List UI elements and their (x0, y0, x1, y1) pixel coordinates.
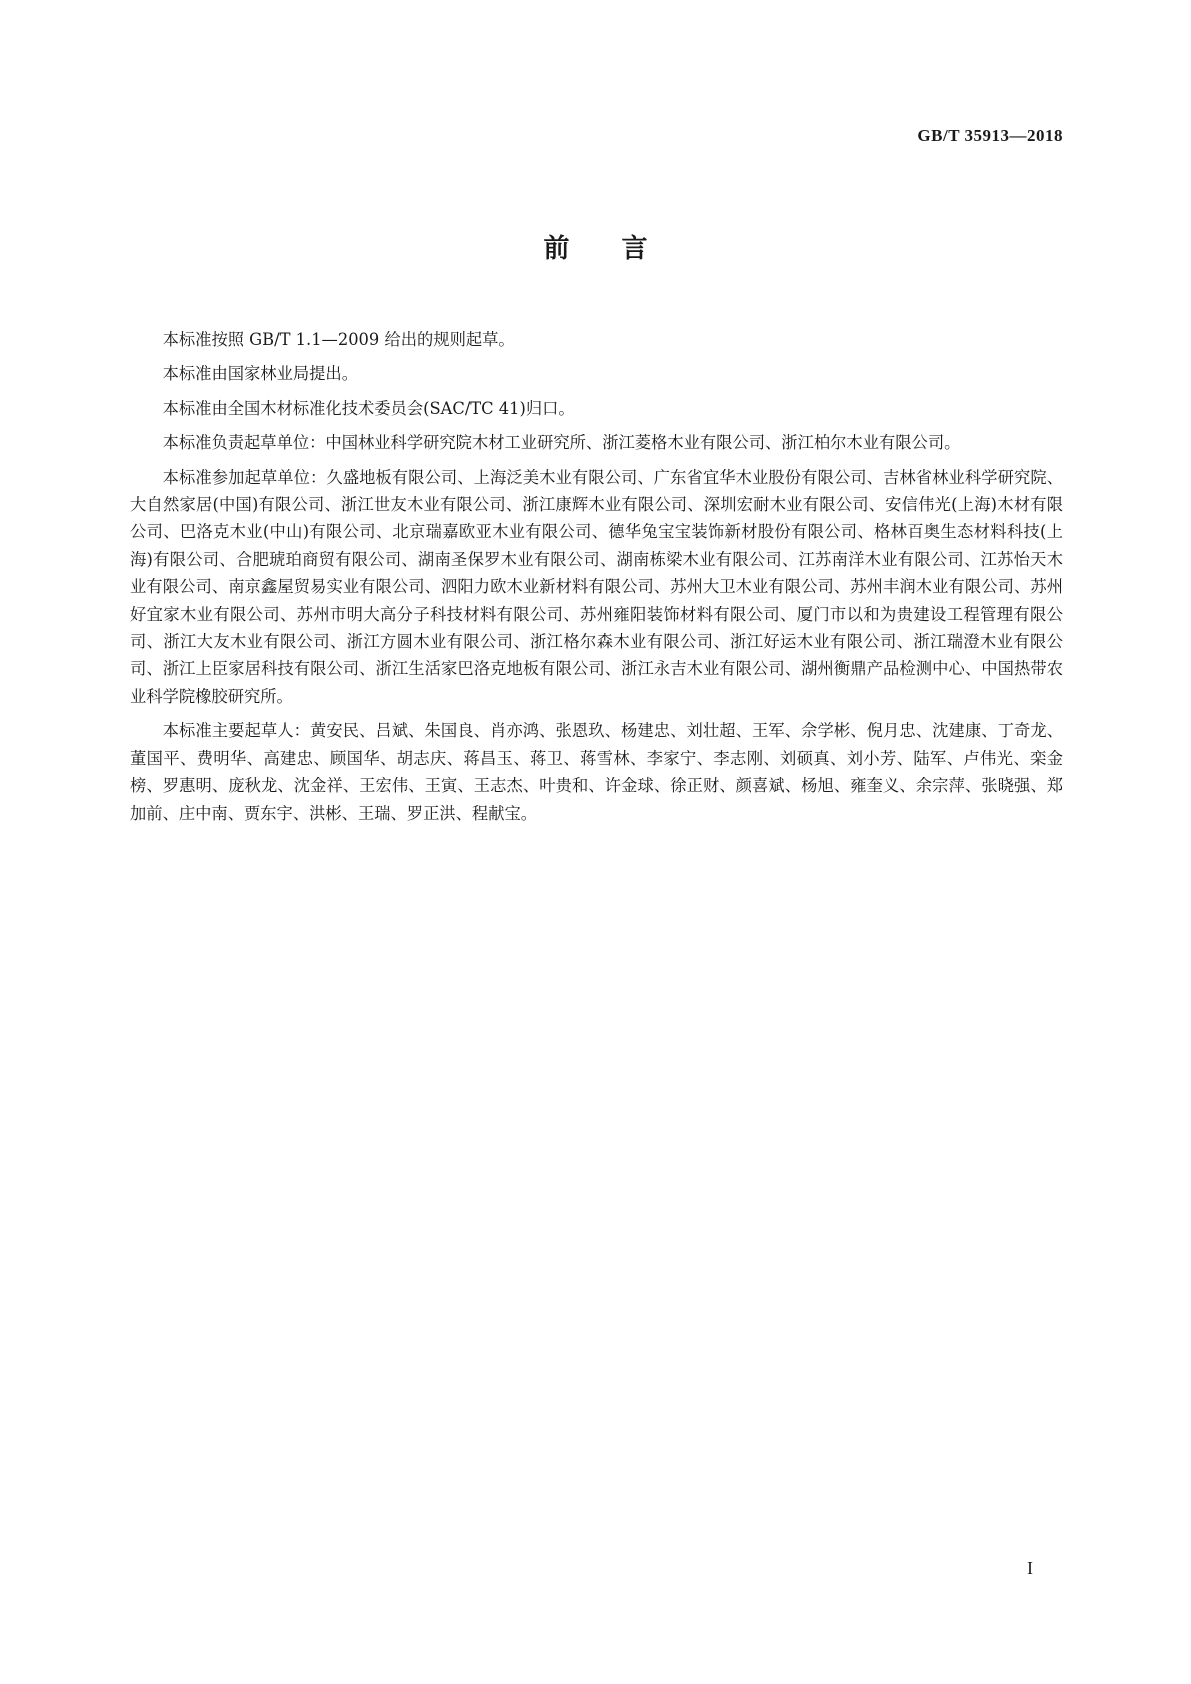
page-number: I (1027, 1558, 1033, 1578)
paragraph-responsible-units: 本标准负责起草单位：中国林业科学研究院木材工业研究所、浙江菱格木业有限公司、浙江柏尔木业有限公司。 (162, 433, 961, 453)
standard-code: GB/T 35913—2018 (917, 126, 1063, 145)
paragraph-participating-units: 本标准参加起草单位：久盛地板有限公司、上海泛美木业有限公司、广东省宜华木业股份有限公司、吉林省林业科学研究院、大自然家居(中国)有限公司、浙江世友木业有限公司、浙江康辉木业有限公司、深圳宏耐木业有限公司、安信伟光(上海)木材有限公司、巴洛克木业(中山)有限公司、北京瑞嘉欧亚木业有限公司、德华兔宝宝装饰新材股份有限公司、格林百奥生态材料科技(上海)有限公司、合肥琥珀商贸有限公司、湖南圣保罗木业有限公司、湖南栋梁木业有限公司、江苏南洋木业有限公司、江苏怡天木业有限公司、南京鑫屋贸易实业有限公司、泗阳力欧木业新材料有限公司、苏州大卫木业有限公司、苏州丰润木业有限公司、苏州好宜家木业有限公司、苏州市明大高分子科技材料有限公司、苏州雍阳装饰材料有限公司、厦门市以和为贵建设工程管理有限公司、浙江大友木业有限公司、浙江方圆木业有限公司、浙江格尔森木业有限公司、浙江好运木业有限公司、浙江瑞澄木业有限公司、浙江上臣家居科技有限公司、浙江生活家巴洛克地板有限公司、浙江永吉木业有限公司、湖州衡鼎产品检测中心、中国热带农业科学院橡胶研究所。 (130, 467, 1063, 706)
foreword-body (130, 326, 1063, 834)
page-title: 前言 (543, 234, 700, 264)
paragraph-main-drafters: 本标准主要起草人：黄安民、吕斌、朱国良、肖亦鸿、张恩玖、杨建忠、刘壮超、王军、佘学彬、倪月忠、沈建康、丁奇龙、董国平、费明华、高建忠、顾国华、胡志庆、蒋昌玉、蒋卫、蒋雪林、李家宁、李志刚、刘硕真、刘小芳、陆军、卢伟光、栾金榜、罗惠明、庞秋龙、沈金祥、王宏伟、王寅、王志杰、叶贵和、许金球、徐正财、颜喜斌、杨旭、雍奎义、余宗萍、张晓强、郑加前、庄中南、贾东宇、洪彬、王瑞、罗正洪、程献宝。 (130, 721, 1063, 823)
paragraph-committee: 本标准由全国木材标准化技术委员会(SAC/TC 41)归口。 (162, 398, 575, 418)
paragraph-drafting-rules: 本标准按照 GB/T 1.1—2009 给出的规则起草。 (162, 330, 515, 349)
paragraph-proposer: 本标准由国家林业局提出。 (162, 364, 358, 384)
